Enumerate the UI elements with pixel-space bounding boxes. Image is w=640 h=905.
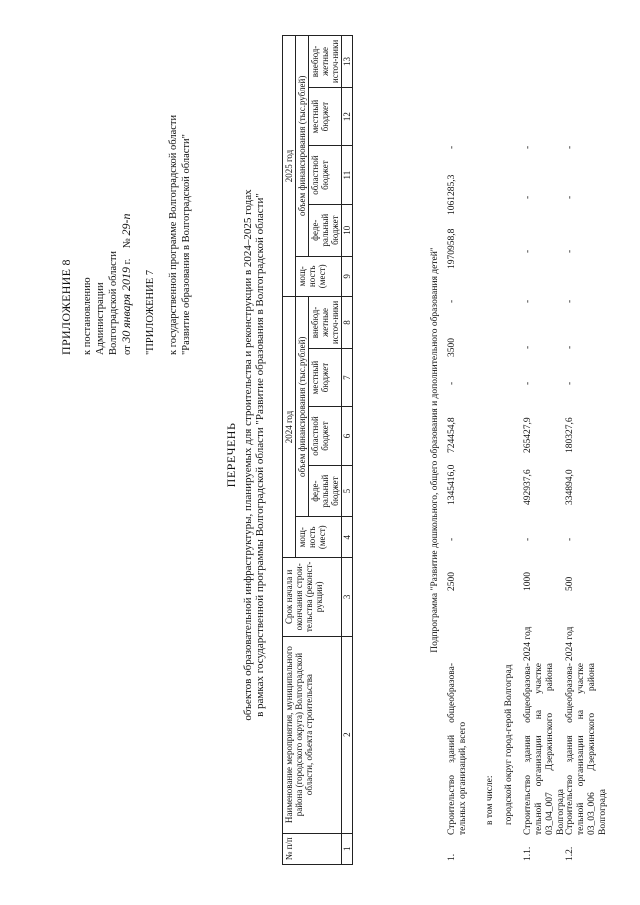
appendix-date xyxy=(120,25,134,355)
document-title xyxy=(225,45,267,865)
header-year-2024: 2024 год xyxy=(283,297,296,558)
header-federal-2024: феде-ральный бюджет xyxy=(309,465,342,517)
row-federal-2025: - xyxy=(447,299,457,303)
row-name: Строительство здания общеобразова-тельной организации на участке 03_04_007 Дзержинского района Волгограда xyxy=(523,663,566,835)
city-label: городской округ город-герой Волгоград xyxy=(504,664,514,825)
row-local-2024: 265427,9 xyxy=(523,417,533,453)
row-capacity-2025: - xyxy=(523,345,533,349)
date-suffix: г. xyxy=(122,258,133,265)
title-line: в рамках государственной программы Волгоградской области "Развитие образования в Волгоградской области" xyxy=(254,193,266,717)
row-regional-2025: 1970958,8 xyxy=(447,228,457,269)
annex7-title: "ПРИЛОЖЕНИЕ 7 xyxy=(145,269,156,355)
col-number: 3 xyxy=(342,557,353,636)
row-local-2024: 724454,8 xyxy=(447,417,457,453)
row-federal-2024: - xyxy=(565,537,575,541)
row-term: 2024 год xyxy=(565,626,575,661)
row-capacity-2024: 1000 xyxy=(523,572,533,591)
table-body xyxy=(430,35,607,865)
col-number: 2 xyxy=(342,636,353,833)
header-num: № п/п xyxy=(283,833,342,864)
col-number: 10 xyxy=(342,204,353,256)
row-regional-2024: 492937,6 xyxy=(523,469,533,505)
row-num: 1.1. xyxy=(523,846,533,861)
row-extra-2025: - xyxy=(523,145,533,149)
header-local-2025: местный бюджет xyxy=(309,87,342,145)
number-prefix: № xyxy=(122,238,133,249)
row-local-2024: 180327,6 xyxy=(565,417,575,453)
header-term: Срок начала и окончания строи-тельства (реконст-рукции) xyxy=(283,557,342,636)
row-capacity-2024: 500 xyxy=(565,576,575,591)
row-name: Строительство зданий общеобразова-тельных организаций, всего xyxy=(447,663,468,835)
header-regional-2025: областной бюджет xyxy=(309,146,342,204)
appendix-title: ПРИЛОЖЕНИЕ 8 xyxy=(59,259,73,355)
annex7-line: "Развитие образования в Волгоградской области" xyxy=(181,134,192,355)
header-capacity-2025: мощ-ность (мест) xyxy=(296,256,342,296)
table-row xyxy=(447,35,481,865)
objects-table xyxy=(282,35,353,865)
date-prefix: от xyxy=(122,345,133,355)
in-total-label: в том числе: xyxy=(485,775,495,825)
row-local-2025: 1061285,3 xyxy=(447,174,457,215)
subprogram-title: Подпрограмма "Развитие дошкольного, общего образования и дополнительного образования детей" xyxy=(430,247,440,653)
row-federal-2024: - xyxy=(523,537,533,541)
row-extra-2024: - xyxy=(523,381,533,385)
row-num: 1.2. xyxy=(565,846,575,861)
header-capacity-2024: мощ-ность (мест) xyxy=(296,517,342,557)
row-num: 1. xyxy=(447,853,457,861)
table-row xyxy=(523,35,565,865)
appendix-line: Администрации xyxy=(95,282,106,355)
header-regional-2024: областной бюджет xyxy=(309,407,342,465)
col-number: 9 xyxy=(342,256,353,296)
row-extra-2024: - xyxy=(447,381,457,385)
row-extra-2025: - xyxy=(565,145,575,149)
header-financing-2025: объем финансирования (тыс.рублей) xyxy=(296,36,309,257)
title-line: объектов образовательной инфраструктуры, планируемых для строительства и реконструкции в 2024–2025 годах xyxy=(241,189,254,721)
row-name: Строительство здания общеобразова-тельной организации на участке 03_03_006 Дзержинского района Волгограда xyxy=(565,663,608,835)
row-local-2025: - xyxy=(565,195,575,199)
header-extra-2025: внебюд-жетные источ-ники xyxy=(309,36,342,88)
row-regional-2025: - xyxy=(523,249,533,253)
row-federal-2024: - xyxy=(447,537,457,541)
row-capacity-2025: 3500 xyxy=(447,338,457,357)
row-local-2025: - xyxy=(523,195,533,199)
col-number: 5 xyxy=(342,465,353,517)
col-number: 13 xyxy=(342,36,353,88)
header-year-2025: 2025 год xyxy=(283,36,296,297)
header-extra-2024: внебюд-жетные источ-ники xyxy=(309,297,342,349)
col-number: 1 xyxy=(342,833,353,864)
row-regional-2025: - xyxy=(565,249,575,253)
appendix-line: Волгоградской области xyxy=(108,250,119,355)
col-number: 7 xyxy=(342,348,353,406)
row-extra-2025: - xyxy=(447,145,457,149)
date-month: января 2019 xyxy=(119,266,133,329)
header-local-2024: местный бюджет xyxy=(309,348,342,406)
col-number: 6 xyxy=(342,407,353,465)
appendix-line: к постановлению xyxy=(82,277,93,355)
row-capacity-2024: 2500 xyxy=(447,572,457,591)
table-row xyxy=(565,35,607,865)
appendix-block xyxy=(60,25,193,355)
title-main: ПЕРЕЧЕНЬ xyxy=(224,422,238,488)
row-term: 2024 год xyxy=(523,626,533,661)
row-regional-2024: 1345416,0 xyxy=(447,464,457,505)
col-number: 8 xyxy=(342,297,353,349)
row-federal-2025: - xyxy=(565,299,575,303)
header-financing-2024: объем финансирования (тыс.рублей) xyxy=(296,297,309,517)
row-regional-2024: 334894,0 xyxy=(565,469,575,505)
annex7-line: к государственной программе Волгоградской области xyxy=(168,114,179,355)
number-value: 29-п xyxy=(119,213,133,236)
col-number: 11 xyxy=(342,146,353,204)
date-day: 30 xyxy=(119,330,133,343)
col-number: 4 xyxy=(342,517,353,557)
header-name: Наименование мероприятия, муниципального района (городского округа) Волгоградской области, объекта строительства xyxy=(283,636,342,833)
header-federal-2025: феде-ральный бюджет xyxy=(309,204,342,256)
row-federal-2025: - xyxy=(523,299,533,303)
row-capacity-2025: - xyxy=(565,345,575,349)
col-number: 12 xyxy=(342,87,353,145)
row-extra-2024: - xyxy=(565,381,575,385)
